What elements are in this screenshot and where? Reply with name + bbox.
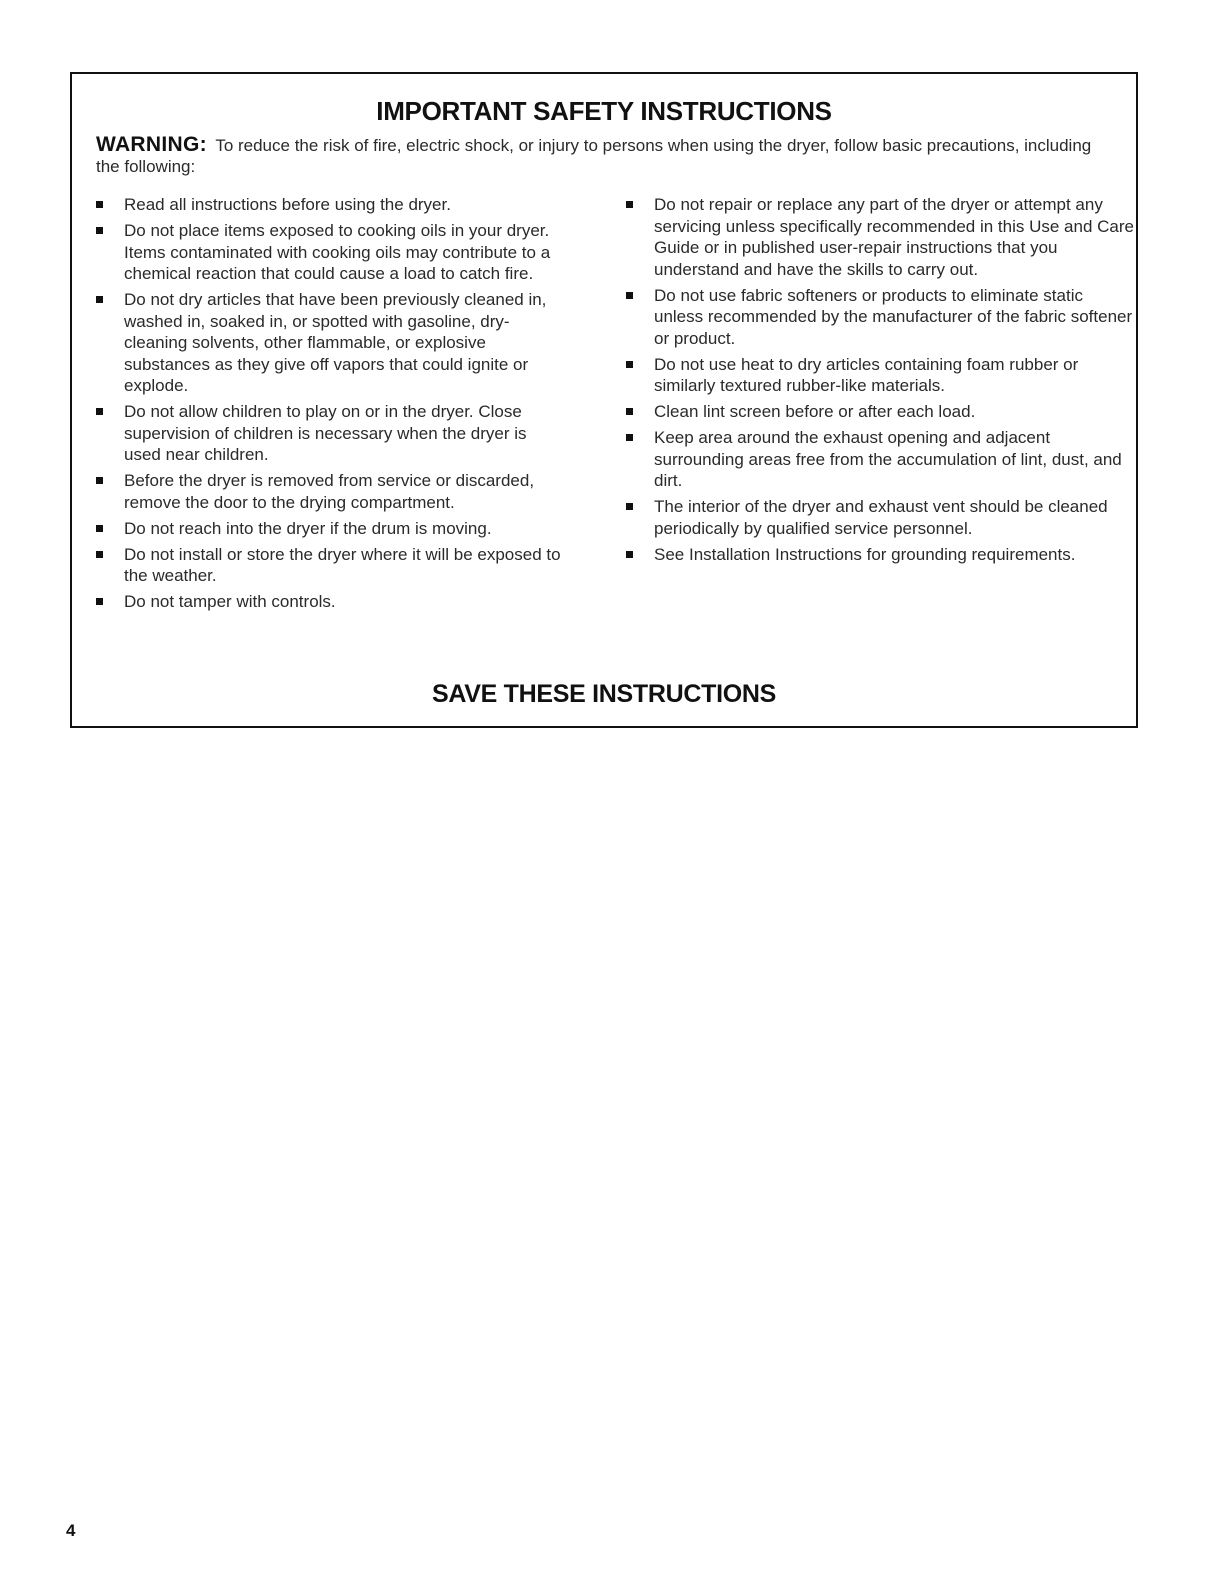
square-bullet-icon: [96, 551, 103, 558]
save-instructions-footer: SAVE THESE INSTRUCTIONS: [431, 680, 777, 708]
list-item: [624, 427, 1134, 492]
safety-instructions-box: [70, 72, 1138, 728]
warning-paragraph: [96, 134, 1116, 177]
square-bullet-icon: [626, 201, 633, 208]
list-item-text: Do not repair or replace any part of the dryer or attempt any servicing unless specifically recommended in this Use and Care Guide or in published user-repair instructions that you understand and have the skills to carry out.: [654, 195, 1134, 279]
square-bullet-icon: [96, 227, 103, 234]
list-item: [624, 401, 1134, 423]
square-bullet-icon: [96, 201, 103, 208]
square-bullet-icon: [626, 551, 633, 558]
left-column-list: [94, 194, 564, 617]
list-item-text: Do not install or store the dryer where it will be exposed to the weather.: [124, 544, 561, 585]
safety-title: IMPORTANT SAFETY INSTRUCTIONS: [376, 96, 832, 126]
list-item-text: Do not place items exposed to cooking oils in your dryer. Items contaminated with cooking oils may contribute to a chemical reaction that could cause a load to catch fire.: [124, 221, 551, 283]
warning-label: WARNING:: [96, 133, 207, 156]
list-item: [624, 354, 1134, 397]
list-item-text: See Installation Instructions for grounding requirements.: [654, 544, 1076, 564]
list-item-text: Do not tamper with controls.: [124, 592, 336, 611]
page-number: 4: [66, 1521, 76, 1540]
list-item: [624, 285, 1134, 350]
list-item-text: Read all instructions before using the dryer.: [124, 195, 451, 214]
list-item: [94, 401, 564, 466]
square-bullet-icon: [626, 292, 633, 299]
list-item: [624, 194, 1134, 280]
list-item: [94, 544, 564, 587]
square-bullet-icon: [626, 503, 633, 510]
square-bullet-icon: [96, 477, 103, 484]
warning-text: To reduce the risk of fire, electric shock, or injury to persons when using the dryer, follow basic precautions, including the following:: [96, 136, 1092, 176]
list-item-text: Do not use fabric softeners or products to eliminate static unless recommended by the manufacturer of the fabric softener or product.: [654, 285, 1133, 348]
list-item-text: Do not allow children to play on or in the dryer. Close supervision of children is necessary when the dryer is used near children.: [124, 402, 527, 464]
list-item-text: The interior of the dryer and exhaust vent should be cleaned periodically by qualified service personnel.: [654, 497, 1108, 538]
list-item: [624, 496, 1134, 539]
list-item: [94, 470, 564, 513]
square-bullet-icon: [626, 434, 633, 441]
square-bullet-icon: [96, 296, 103, 303]
list-item: [624, 544, 1134, 566]
list-item-text: Do not use heat to dry articles containing foam rubber or similarly textured rubber-like materials.: [654, 354, 1079, 395]
list-item-text: Before the dryer is removed from service or discarded, remove the door to the drying compartment.: [124, 471, 535, 512]
square-bullet-icon: [626, 408, 633, 415]
list-item-text: Do not reach into the dryer if the drum is moving.: [124, 518, 492, 538]
square-bullet-icon: [96, 598, 103, 605]
square-bullet-icon: [96, 408, 103, 415]
list-item: [94, 289, 564, 397]
right-column-list: [624, 194, 1134, 570]
list-item: [94, 518, 564, 540]
list-item-text: Do not dry articles that have been previously cleaned in, washed in, soaked in, or spotted with gasoline, dry-cleaning solvents, other flammable, or explosive substances as they give off vapors that could ignite or explode.: [124, 290, 547, 395]
square-bullet-icon: [96, 525, 103, 532]
list-item: [94, 591, 564, 613]
list-item: [94, 194, 564, 216]
list-item-text: Keep area around the exhaust opening and adjacent surrounding areas free from the accumulation of lint, dust, and dirt.: [654, 428, 1122, 490]
list-item: [94, 220, 564, 285]
list-item-text: Clean lint screen before or after each load.: [654, 402, 976, 421]
square-bullet-icon: [626, 361, 633, 368]
